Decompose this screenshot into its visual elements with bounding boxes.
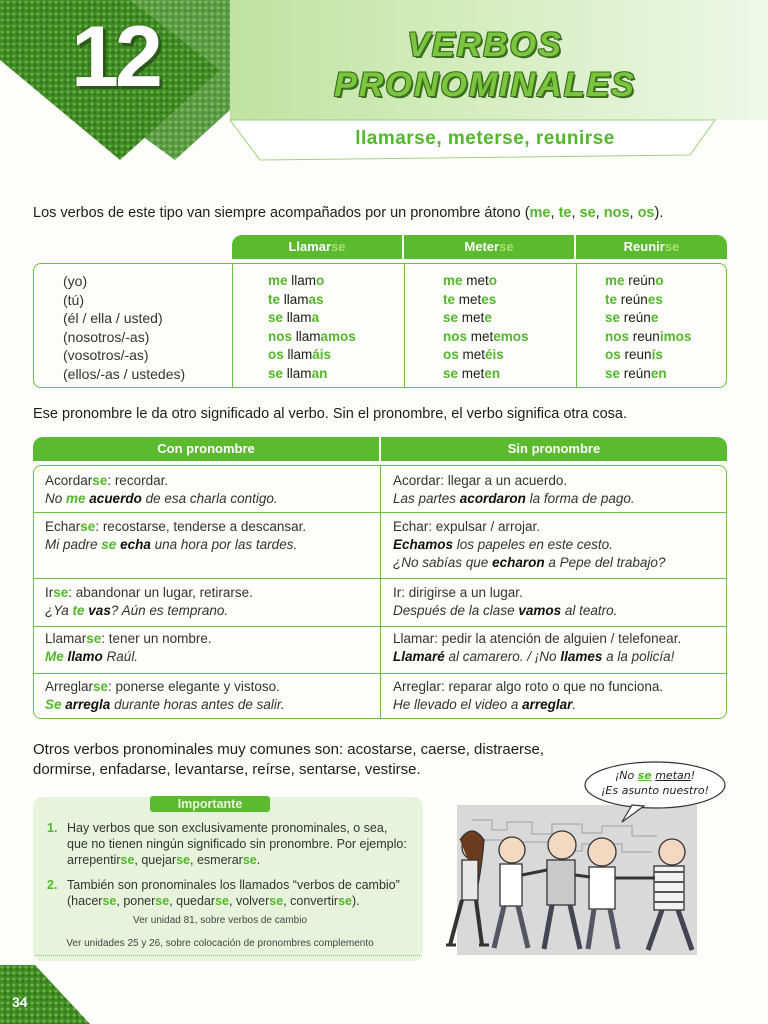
- header-con-pronombre: Con pronombre: [33, 437, 379, 461]
- person-list: [63, 272, 185, 383]
- person-label: (nosotros/-as): [63, 328, 150, 345]
- conj-form: me meto: [443, 273, 498, 288]
- page-number: 34: [12, 994, 28, 1010]
- page-title-line2: PRONOMINALES: [334, 66, 636, 104]
- conj-form: nos metemos: [443, 328, 529, 344]
- sin-pronombre-cell: Acordar: llegar a un acuerdo. Las partes acordaron la forma de pago.: [393, 473, 635, 506]
- sin-pronombre-cell: Echar: expulsar / arrojar. Echamos los papeles en este cesto. ¿No sabías que echaron a Pepe del trabajo?: [393, 519, 666, 570]
- conj-form: se mete: [443, 310, 492, 325]
- conj-header-reunirse: Reunirse: [576, 235, 727, 259]
- conj-form: nos llamamos: [268, 328, 356, 344]
- intro-pronoun: me: [529, 205, 551, 221]
- chapter-number: 12: [71, 9, 159, 105]
- cross-reference-note: Ver unidad 81, sobre verbos de cambio: [133, 915, 307, 926]
- page-subtitle: llamarse, meterse, reunirse: [355, 128, 615, 149]
- conj-form: se llama: [268, 310, 320, 325]
- person-label: (ellos/-as / ustedes): [63, 365, 186, 382]
- person-label: (él / ella / usted): [63, 310, 163, 326]
- other-verbs-line2: dormirse, enfadarse, levantarse, reírse, sentarse, vestirse.: [33, 761, 421, 778]
- cross-reference-note: Ver unidades 25 y 26, sobre colocación de pronombres complemento: [66, 938, 374, 949]
- conj-form: os llamáis: [268, 347, 332, 362]
- con-pronombre-cell: Echarse: recostarse, tenderse a descansar. Mi padre se echa una hora por las tardes.: [45, 519, 307, 552]
- intro-pronoun: te: [558, 205, 572, 221]
- chapter-header: [0, 0, 768, 180]
- person-label: (tú): [63, 291, 84, 308]
- person-label: (yo): [63, 273, 88, 289]
- con-pronombre-cell: Llamarse: tener un nombre. Me llamo Raúl.: [45, 631, 212, 664]
- sin-pronombre-cell: Arreglar: reparar algo roto o que no funciona. He llevado el video a arreglar.: [393, 679, 664, 712]
- page-title-line1: VERBOS: [407, 26, 563, 64]
- conj-form: se reúnen: [605, 365, 667, 381]
- other-verbs-line1: Otros verbos pronominales muy comunes son: acostarse, caerse, distraerse,: [33, 741, 545, 758]
- con-pronombre-cell: Arreglarse: ponerse elegante y vistoso. Se arregla durante horas antes de salir.: [45, 679, 285, 712]
- con-pronombre-cell: Acordarse: recordar. No me acuerdo de esa charla contigo.: [45, 473, 278, 506]
- intro-text: Los verbos de este tipo van siempre acompañados por un pronombre átono (me, te, se, nos, os).: [33, 205, 664, 221]
- conj-form: te metes: [443, 291, 497, 307]
- conj-form: os metéis: [443, 347, 504, 362]
- conj-form: se llaman: [268, 365, 328, 381]
- importante-title: Importante: [150, 796, 270, 812]
- importante-item-1: 1. Hay verbos que son exclusivamente pronominales, o sea, que no tienen ningún significado sin pronombre. Por ejemplo: arrepentirse, quejarse, esmerarse.: [47, 821, 407, 867]
- llamarse-forms: [268, 272, 356, 383]
- meaning-text: Ese pronombre le da otro significado al verbo. Sin el pronombre, el verbo significa otra cosa.: [33, 406, 628, 422]
- conj-form: te reúnes: [605, 291, 663, 307]
- intro-pronoun: nos: [603, 205, 630, 221]
- conj-form: me llamo: [268, 273, 325, 288]
- conj-header-meterse: Meterse: [404, 235, 574, 259]
- conj-form: me reúno: [605, 273, 664, 288]
- conj-form: nos reunimos: [605, 328, 692, 344]
- person-label: (vosotros/-as): [63, 347, 149, 363]
- meterse-forms: [443, 272, 529, 383]
- reunirse-forms: [605, 272, 691, 383]
- conj-header-llamarse: Llamarse: [232, 235, 402, 259]
- importante-item-2: 2. También son pronominales los llamados “verbos de cambio” (hacerse, ponerse, quedarse, volverse, convertirse).: [47, 878, 400, 908]
- conj-form: se reúne: [605, 310, 659, 325]
- speech-bubble-text: ¡No se metan! ¡Es asunto nuestro!: [601, 769, 709, 797]
- sin-pronombre-cell: Llamar: pedir la atención de alguien / telefonear. Llamaré al camarero. / ¡No llames a la policía!: [393, 631, 682, 664]
- header-sin-pronombre: Sin pronombre: [381, 437, 727, 461]
- con-pronombre-cell: Irse: abandonar un lugar, retirarse. ¿Ya te vas? Aún es temprano.: [45, 585, 253, 618]
- conj-form: os reunís: [605, 347, 663, 362]
- sin-pronombre-cell: Ir: dirigirse a un lugar. Después de la clase vamos al teatro.: [393, 585, 618, 618]
- conj-form: se meten: [443, 365, 501, 381]
- intro-pronoun: os: [637, 205, 655, 221]
- intro-pronoun: se: [579, 205, 596, 221]
- conj-form: te llamas: [268, 291, 324, 307]
